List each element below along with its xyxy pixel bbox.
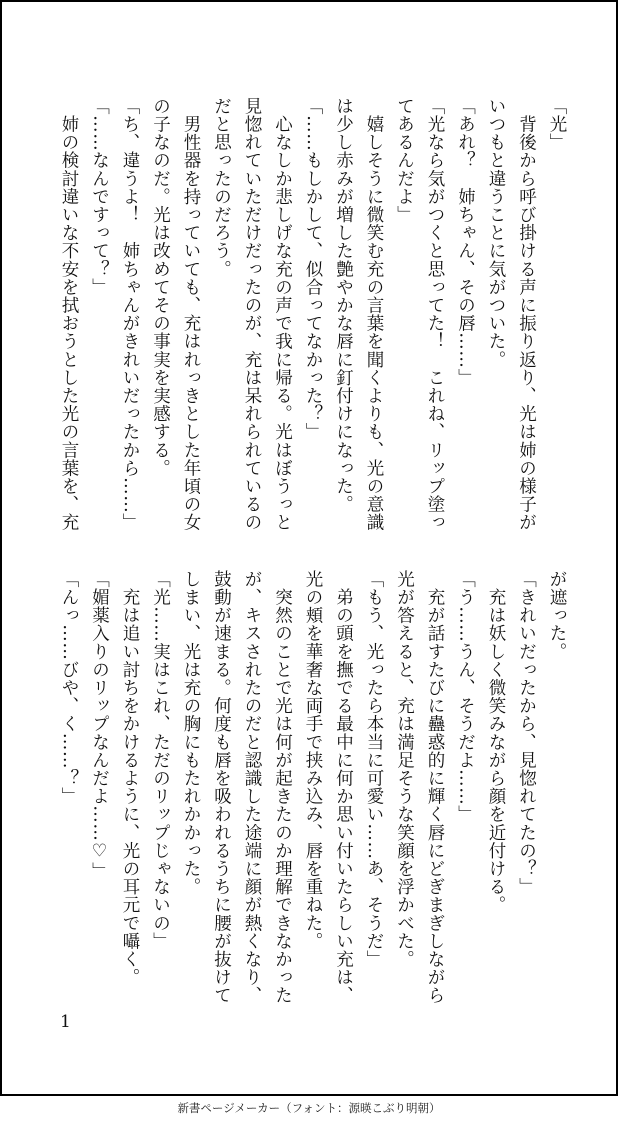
text-line: 充は追い討ちをかけるように、光の耳元で囁く。 (120, 570, 140, 987)
footer-caption: 新書ページメーカー（フォント：源暎こぶり明朝） (177, 1101, 441, 1115)
text-line: てあるんだよ」 (394, 97, 415, 224)
text-line: いつもと違うことに気がついた。 (486, 97, 506, 369)
text-line: 光が答えると、充は満足そうな笑顔を浮かべた。 (394, 570, 415, 969)
text-column-bottom (50, 570, 572, 1005)
text-line: 男性器を持っていても、充はれっきとした年頃の女 (181, 97, 201, 532)
text-line: 「光」 (547, 97, 567, 152)
text-line: が、キスされたのだと認識した途端に顔が熱くなり、 (242, 570, 262, 1005)
text-line: 鼓動が速まる。何度も唇を吸われるうちに腰が抜けて (211, 570, 232, 1005)
text-line: 「媚薬入りのリップなんだよ……♡」 (89, 570, 110, 881)
text-line: 「ち、違うよ！ 姉ちゃんがきれいだったから……」 (120, 97, 140, 532)
text-line: 嬉しそうに微笑む充の言葉を聞くよりも、光の意識 (364, 97, 384, 532)
text-line: 「きれいだったから、見惚れてたの？」 (516, 570, 537, 896)
text-column-top (50, 97, 572, 532)
text-line: 弟の頭を撫でる最中に何か思い付いたらしい充は、 (333, 570, 354, 1005)
text-line: 見惚れていただけだったのが、充は呆れられているの (242, 97, 262, 532)
text-line: 背後から呼び掛ける声に振り返り、光は姉の様子が (516, 97, 537, 532)
text-line: だと思ったのだろう。 (211, 97, 232, 278)
text-line: 「あれ？ 姉ちゃん、その唇……」 (455, 97, 476, 387)
text-line: 突然のことで光は何が起きたのか理解できなかった (272, 570, 293, 1005)
text-line: しまい、光は充の胸にもたれかかった。 (181, 570, 201, 896)
text-line: は少し赤みが増した艶やかな唇に釘付けになった。 (333, 97, 354, 514)
text-line: 「光……実はこれ、ただのリップじゃないの」 (150, 570, 171, 951)
text-line: 心なしか悲しげな充の声で我に帰る。光はぼうっと (272, 97, 293, 532)
text-line: 「光なら気がつくと思ってた！ これね、リップ塗っ (425, 97, 445, 532)
text-line: 「んっ……びや、く……？」 (59, 570, 79, 806)
text-line: が遮った。 (547, 570, 567, 661)
text-line: 光の頬を華奢な両手で挟み込み、唇を重ねた。 (303, 570, 323, 951)
text-line: 「もう、光ったら本当に可愛い……あ、そうだ」 (364, 570, 384, 969)
text-line: 充は妖しく微笑みながら顔を近付ける。 (486, 570, 506, 914)
text-line: 「……もしかして、似合ってなかった？」 (303, 97, 323, 441)
text-line: 「う……うん、そうだよ……」 (455, 570, 476, 824)
page-number: 1 (60, 1012, 71, 1032)
text-line: 充が話すたびに蠱惑的に輝く唇にどぎまぎしながら (425, 570, 445, 1005)
text-line: 姉の検討違いな不安を拭おうとした光の言葉を、充 (59, 97, 79, 532)
text-line: 「……なんですって？」 (89, 97, 110, 297)
text-line: の子なのだ。光は改めてその事実を実感する。 (150, 97, 171, 478)
